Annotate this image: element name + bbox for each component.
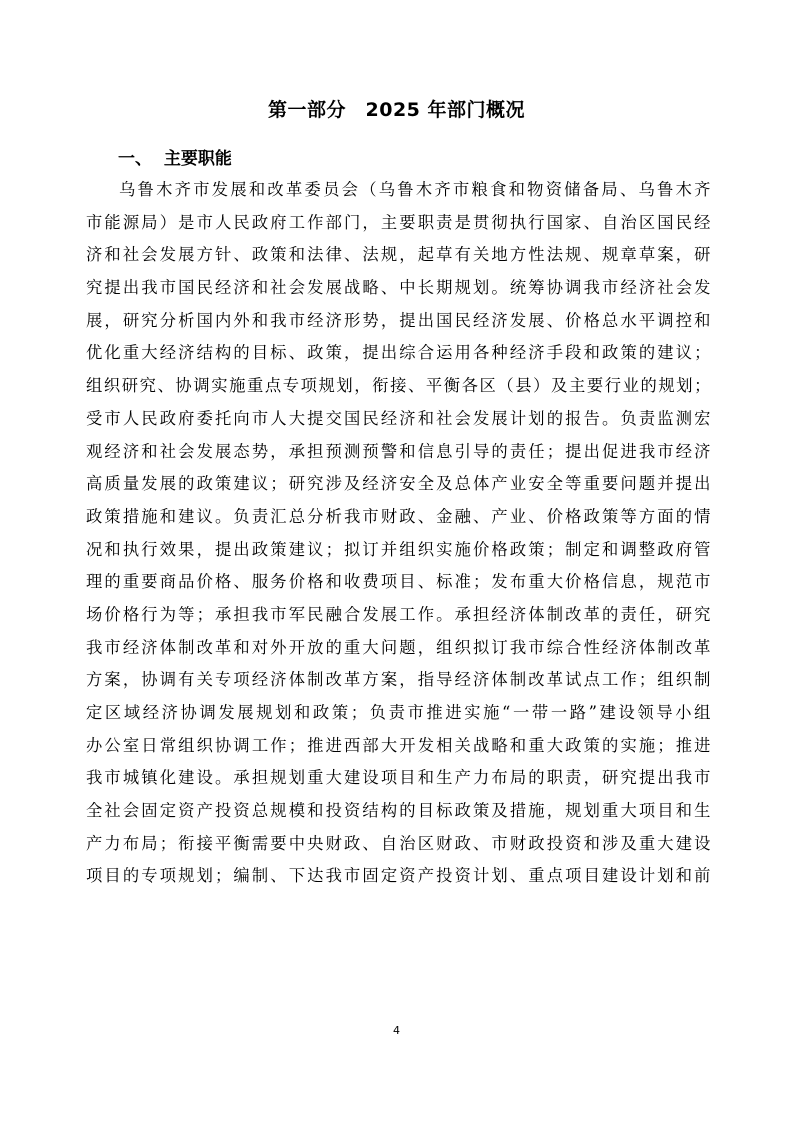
paragraph-line: 我市经济体制改革和对外开放的重大问题，组织拟订我市综合性经济体制改革 <box>86 637 711 657</box>
paragraph-line: 济和社会发展方针、政策和法律、法规，起草有关地方性法规、规章草案，研 <box>86 245 711 265</box>
paragraph-line: 究提出我市国民经济和社会发展战略、中长期规划。统筹协调我市经济社会发 <box>86 278 711 298</box>
paragraph-line: 政策措施和建议。负责汇总分析我市财政、金融、产业、价格政策等方面的情 <box>86 506 711 526</box>
paragraph-line: 乌鲁木齐市发展和改革委员会（乌鲁木齐市粮食和物资储备局、乌鲁木齐 <box>119 180 711 199</box>
paragraph-line: 市能源局）是市人民政府工作部门，主要职责是贯彻执行国家、自治区国民经 <box>86 212 711 232</box>
paragraph-line: 理的重要商品价格、服务价格和收费项目、标准；发布重大价格信息，规范市 <box>86 572 711 592</box>
paragraph-line: 展，研究分析国内外和我市经济形势，提出国民经济发展、价格总水平调控和 <box>86 310 711 330</box>
paragraph-line: 组织研究、协调实施重点专项规划，衔接、平衡各区（县）及主要行业的规划； <box>86 376 711 396</box>
paragraph-line: 优化重大经济结构的目标、政策，提出综合运用各种经济手段和政策的建议； <box>86 343 711 363</box>
paragraph-line: 高质量发展的政策建议；研究涉及经济安全及总体产业安全等重要问题并提出 <box>86 474 711 494</box>
paragraph-line: 方案，协调有关专项经济体制改革方案，指导经济体制改革试点工作；组织制 <box>86 670 711 690</box>
paragraph-line: 况和执行效果，提出政策建议；拟订并组织实施价格政策；制定和调整政府管 <box>86 539 711 559</box>
paragraph-line: 观经济和社会发展态势，承担预测预警和信息引导的责任；提出促进我市经济 <box>86 441 711 461</box>
section-heading: 一、 主要职能 <box>118 149 232 169</box>
paragraph-line: 全社会固定资产投资总规模和投资结构的目标政策及措施，规划重大项目和生 <box>86 801 711 821</box>
body-paragraph <box>86 174 711 893</box>
paragraph-line: 产力布局；衔接平衡需要中央财政、自治区财政、市财政投资和涉及重大建设 <box>86 833 711 853</box>
page-number: 4 <box>393 1024 400 1037</box>
paragraph-line: 定区域经济协调发展规划和政策；负责市推进实施“一带一路”建设领导小组 <box>86 703 711 722</box>
page-title: 第一部分 2025 年部门概况 <box>268 99 525 121</box>
paragraph-line: 受市人民政府委托向市人大提交国民经济和社会发展计划的报告。负责监测宏 <box>86 408 711 428</box>
paragraph-line: 我市城镇化建设。承担规划重大建设项目和生产力布局的职责，研究提出我市 <box>86 768 711 788</box>
paragraph-line: 场价格行为等；承担我市军民融合发展工作。承担经济体制改革的责任，研究 <box>86 604 711 624</box>
paragraph-line: 办公室日常组织协调工作；推进西部大开发相关战略和重大政策的实施；推进 <box>86 735 711 755</box>
paragraph-line: 项目的专项规划；编制、下达我市固定资产投资计划、重点项目建设计划和前 <box>86 866 711 886</box>
